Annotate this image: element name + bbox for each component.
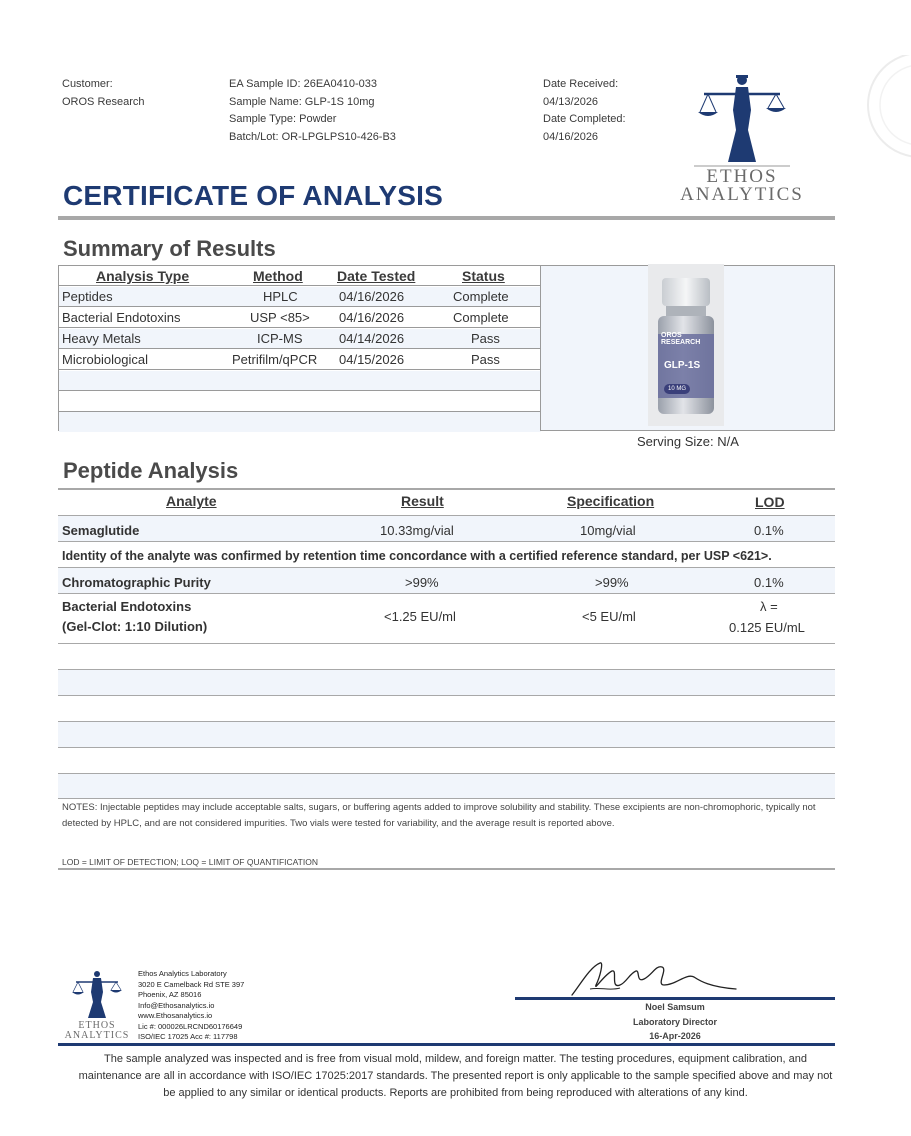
summary-cell: HPLC	[263, 289, 298, 304]
summary-cell: Petrifilm/qPCR	[232, 352, 318, 367]
signer-name: Noel Samsum	[645, 1002, 705, 1012]
peptide-result: >99%	[405, 575, 439, 590]
summary-cell: ICP-MS	[257, 331, 303, 346]
lod-definition: LOD = LIMIT OF DETECTION; LOQ = LIMIT OF QUANTIFICATION	[62, 857, 318, 867]
lod-divider	[58, 868, 835, 870]
table-row-empty	[59, 392, 541, 412]
summary-cell: Bacterial Endotoxins	[62, 310, 181, 325]
notes-text: Injectable peptides may include acceptable salts, sugars, or buffering agents added to improve solubility and stability. These excipients are non-chromophoric, typically not detected by HPLC, and are not considered impurities. Two vials were tested for variability, and the average result is reported above.	[62, 802, 816, 829]
customer-block	[62, 76, 145, 111]
page-title: CERTIFICATE OF ANALYSIS	[63, 180, 444, 211]
batch-lot: Batch/Lot: OR-LPGLPS10-426-B3	[229, 130, 396, 143]
disclaimer-line3: be applied to any similar or identical products. Reports are prohibited from being reproduced with alterations of any kind.	[163, 1087, 748, 1099]
serving-size: Serving Size: N/A	[637, 434, 739, 449]
sample-image-panel	[540, 265, 835, 431]
peptide-analyte: Chromatographic Purity	[62, 575, 211, 590]
table-row-empty	[58, 722, 835, 748]
logo-line1: ETHOS	[706, 166, 778, 187]
footer-scales-icon	[58, 968, 136, 1022]
summary-header-status: Status	[462, 268, 505, 284]
peptide-analyte-line2: (Gel-Clot: 1:10 Dilution)	[62, 619, 208, 634]
peptide-header-row	[58, 490, 835, 516]
summary-header-row	[59, 266, 541, 286]
table-row-empty	[59, 371, 541, 391]
table-row	[59, 329, 541, 349]
sample-block	[229, 76, 396, 146]
table-row-empty	[58, 696, 835, 722]
disclaimer-line2: maintenance are all in accordance with ISO/IEC 17025:2017 standards. The presented report is only applicable to the sample specified above and may not	[78, 1070, 833, 1082]
summary-header-date-tested: Date Tested	[337, 268, 416, 284]
sample-type: Sample Type: Powder	[229, 113, 337, 125]
summary-cell: Microbiological	[62, 352, 148, 367]
peptide-result: 10.33mg/vial	[380, 523, 454, 538]
table-row-empty	[58, 774, 835, 799]
peptide-lod-line1: λ =	[760, 599, 778, 614]
title-divider	[58, 216, 835, 220]
table-row-empty	[58, 644, 835, 670]
table-row-empty	[58, 670, 835, 696]
peptide-spec: >99%	[595, 575, 629, 590]
lab-address1: 3020 E Camelback Rd STE 397	[138, 979, 245, 989]
peptide-lod-line2: 0.125 EU/mL	[729, 620, 805, 635]
footer-logo	[58, 968, 136, 1044]
table-row-empty	[59, 412, 541, 432]
peptide-analyte-line1: Bacterial Endotoxins	[62, 599, 192, 614]
table-row	[59, 287, 541, 307]
scales-of-justice-icon	[672, 70, 812, 170]
peptide-title: Peptide Analysis	[63, 458, 239, 483]
date-completed: 04/16/2026	[543, 130, 599, 143]
sample-vial-photo	[648, 264, 724, 426]
dates-block	[543, 76, 626, 146]
table-row	[58, 568, 835, 594]
summary-header-method: Method	[253, 268, 303, 284]
lab-web: www.Ethosanalytics.io	[138, 1011, 213, 1020]
summary-table	[58, 265, 540, 431]
footer-logo-line1: ETHOS	[78, 1020, 116, 1031]
lab-address2: Phoenix, AZ 85016	[138, 990, 202, 999]
summary-cell: 04/16/2026	[339, 310, 405, 325]
notes-label: NOTES:	[62, 802, 98, 813]
sample-id: EA Sample ID: 26EA0410-033	[229, 78, 377, 90]
summary-header-analysis-type: Analysis Type	[96, 268, 190, 284]
lab-iso: ISO/IEC 17025 Acc #: 117798	[138, 1032, 238, 1041]
peptide-header-analyte: Analyte	[166, 493, 217, 509]
lab-name: Ethos Analytics Laboratory	[138, 969, 227, 978]
footer-divider	[58, 1043, 835, 1046]
peptide-result: <1.25 EU/ml	[384, 609, 456, 624]
summary-cell: Heavy Metals	[62, 331, 141, 346]
summary-cell: Complete	[453, 289, 509, 304]
signer-role: Laboratory Director	[632, 1017, 718, 1027]
peptide-header-specification: Specification	[567, 493, 655, 509]
disclaimer-line1: The sample analyzed was inspected and is free from visual mold, mildew, and foreign matter. The testing procedures, equipment calibration, and	[104, 1053, 807, 1065]
summary-cell: Peptides	[62, 289, 113, 304]
peptide-lod: 0.1%	[754, 575, 784, 590]
peptide-lod: 0.1%	[754, 523, 784, 538]
ethos-logo	[672, 70, 812, 210]
identity-note-row	[58, 542, 835, 568]
footer-logo-line2: ANALYTICS	[64, 1030, 130, 1041]
lab-license: Lic #: 000026LRCND60176649	[138, 1021, 243, 1031]
customer-value: OROS Research	[62, 95, 145, 108]
summary-cell: Pass	[471, 331, 500, 346]
sample-name: Sample Name: GLP-1S 10mg	[229, 95, 375, 108]
peptide-header-lod: LOD	[755, 494, 785, 510]
summary-cell: USP <85>	[250, 310, 310, 325]
summary-cell: 04/14/2026	[339, 331, 405, 346]
summary-title: Summary of Results	[63, 236, 276, 261]
peptide-header-result: Result	[401, 493, 444, 509]
summary-cell: Complete	[453, 310, 509, 325]
date-completed-label: Date Completed:	[543, 113, 626, 125]
vial-dose: 10 MG	[664, 384, 690, 394]
handwritten-signature	[560, 955, 750, 1000]
peptide-spec: <5 EU/ml	[582, 609, 636, 624]
summary-cell: 04/16/2026	[339, 289, 405, 304]
identity-note: Identity of the analyte was confirmed by retention time concordance with a certified reference standard, per USP <621>.	[62, 549, 772, 563]
decorative-circle	[860, 55, 911, 165]
table-row	[58, 594, 835, 644]
table-row	[58, 516, 835, 542]
table-row	[59, 350, 541, 370]
peptide-analyte: Semaglutide	[62, 523, 140, 538]
table-row	[59, 308, 541, 328]
signature-date: 16-Apr-2026	[649, 1031, 701, 1041]
customer-label: Customer:	[62, 78, 113, 90]
date-received-label: Date Received:	[543, 78, 619, 90]
vial-brand: OROS RESEARCH	[661, 332, 701, 346]
notes	[62, 800, 832, 832]
date-received: 04/13/2026	[543, 95, 599, 108]
summary-cell: 04/15/2026	[339, 352, 405, 367]
lab-email: Info@Ethosanalytics.io	[138, 1000, 215, 1010]
logo-line2: ANALYTICS	[680, 184, 804, 205]
peptide-spec: 10mg/vial	[580, 523, 636, 538]
lab-info	[138, 969, 244, 1043]
vial-name: GLP-1S	[664, 360, 701, 371]
table-row-empty	[58, 748, 835, 774]
disclaimer	[58, 1051, 853, 1102]
summary-cell: Pass	[471, 352, 500, 367]
signature-line	[515, 997, 835, 1000]
